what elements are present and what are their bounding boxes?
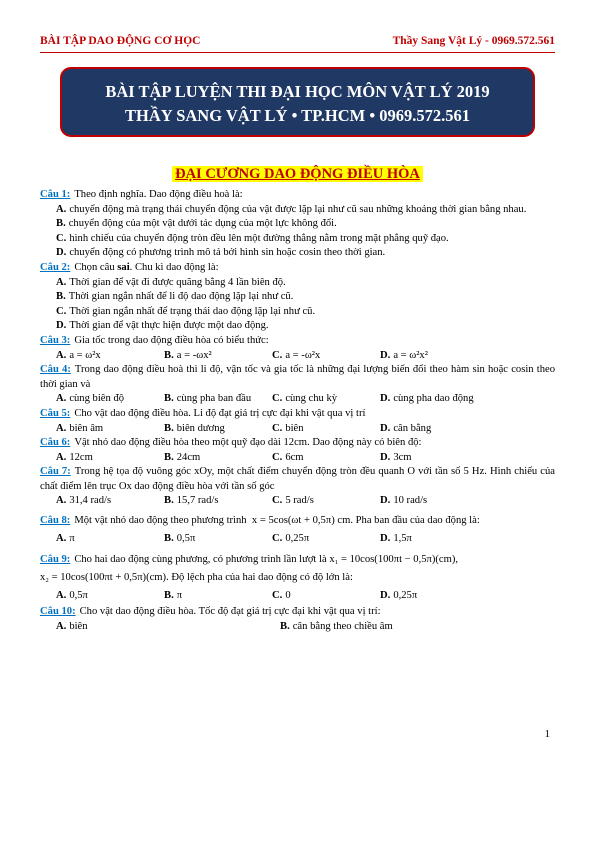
- option-letter: D.: [380, 422, 391, 434]
- equation: x = 5cos(ωt + 0,5π): [251, 515, 335, 527]
- options-row: [40, 494, 555, 509]
- option-text: a = -ω²x: [285, 349, 321, 361]
- option-text: 5 rad/s: [285, 495, 314, 507]
- option: [380, 494, 488, 509]
- option-text: chuyển động có phương trình mô tả bởi hình sin hoặc cosin theo thời gian.: [69, 247, 386, 259]
- option: [40, 232, 555, 247]
- option-text: 0: [285, 590, 291, 602]
- option: [380, 587, 488, 605]
- option-letter: A.: [56, 276, 67, 288]
- option-text: 0,5π: [69, 590, 88, 602]
- option: [56, 422, 164, 437]
- option-text: Thời gian ngắn nhất để li độ dao động lặp lại như cũ.: [68, 291, 294, 303]
- option-text: cân bằng theo chiều âm: [292, 620, 393, 632]
- question-text: Vật nhỏ dao động điều hòa theo một quỹ đạo dài 12cm. Dao động này có biên độ:: [74, 437, 422, 449]
- option-letter: D.: [56, 320, 67, 332]
- options-row: [40, 451, 555, 466]
- option: [380, 349, 488, 364]
- page-header: [40, 33, 555, 53]
- question-number: Câu 6:: [40, 437, 71, 449]
- option-text: biên dương: [176, 422, 225, 434]
- option: [272, 494, 380, 509]
- options-row: [40, 349, 555, 364]
- option-text: 3cm: [393, 451, 412, 463]
- option-letter: B.: [164, 393, 174, 405]
- question-number: Câu 10:: [40, 606, 76, 618]
- question-text: Cho vật dao động điều hòa. Tốc độ đạt giá trị cực đại khi vật qua vị trí:: [79, 606, 381, 618]
- option: [56, 451, 164, 466]
- question: [40, 407, 555, 436]
- option-letter: C.: [272, 495, 283, 507]
- option: [164, 451, 272, 466]
- option: [272, 422, 380, 437]
- option-text: biên: [285, 422, 304, 434]
- question-text-end: cm. Pha ban đầu của dao động là:: [337, 515, 480, 527]
- option-letter: C.: [272, 451, 283, 463]
- option-letter: A.: [56, 451, 67, 463]
- option-text: cùng chu kỳ: [285, 393, 338, 405]
- question: [40, 188, 555, 261]
- option: [40, 305, 555, 320]
- option-text: a = ω²x²: [393, 349, 428, 361]
- banner-line-1: BÀI TẬP LUYỆN THI ĐẠI HỌC MÔN VẬT LÝ 2019: [105, 82, 490, 101]
- question: [40, 334, 555, 363]
- option: [56, 349, 164, 364]
- option-letter: D.: [380, 451, 391, 463]
- option-letter: B.: [164, 590, 174, 602]
- option-text: 0,25π: [393, 590, 418, 602]
- option-text: a = ω²x: [69, 349, 101, 361]
- option: [40, 246, 555, 261]
- question: [40, 436, 555, 465]
- question-text: Trong dao động điều hoà thì li độ, vận tốc và gia tốc là những đại lượng biến đổi theo hàm sin hoặc cosin theo thời gian và: [40, 364, 555, 390]
- option: [380, 392, 488, 407]
- question-text: Một vật nhỏ dao động theo phương trình: [74, 515, 247, 527]
- option: [164, 422, 272, 437]
- option-text: π: [176, 590, 183, 602]
- options-row: [40, 587, 555, 605]
- page-number: 1: [544, 728, 550, 740]
- option-letter: D.: [380, 533, 391, 545]
- option-text: biên: [69, 620, 88, 632]
- option: [56, 392, 164, 407]
- option: [56, 620, 280, 635]
- option: [40, 290, 555, 305]
- option-text: hình chiếu của chuyển động tròn đều lên một đường thẳng nằm trong mặt phẳng quỹ đạo.: [69, 232, 449, 244]
- option-letter: B.: [164, 451, 174, 463]
- option-letter: B.: [280, 620, 290, 632]
- option: [40, 276, 555, 291]
- banner-line-2: THẦY SANG VẬT LÝ • TP.HCM • 0969.572.561: [125, 106, 470, 125]
- option: [272, 530, 380, 548]
- question: [40, 363, 555, 407]
- option-text: 12cm: [69, 451, 93, 463]
- question-number: Câu 2:: [40, 261, 71, 273]
- option-letter: A.: [56, 203, 67, 215]
- option: [164, 392, 272, 407]
- option: [56, 494, 164, 509]
- option: [164, 530, 272, 548]
- option: [164, 349, 272, 364]
- question-text: Theo định nghĩa. Dao động điều hoà là:: [74, 189, 243, 200]
- option-letter: B.: [164, 495, 174, 507]
- title-banner: [60, 67, 535, 137]
- question-emphasis: sai: [117, 261, 130, 273]
- question-list: [40, 188, 555, 634]
- options-row: [40, 530, 555, 548]
- question: [40, 465, 555, 509]
- option-letter: A.: [56, 422, 67, 434]
- question: [40, 605, 555, 634]
- question-number: Câu 7:: [40, 466, 71, 478]
- question-number: Câu 3:: [40, 334, 71, 346]
- option-letter: D.: [380, 590, 391, 602]
- section-title: ĐẠI CƯƠNG DAO ĐỘNG ĐIỀU HÒA: [172, 166, 423, 182]
- option-text: 6cm: [285, 451, 304, 463]
- option-letter: C.: [56, 232, 67, 244]
- equation-2: x₂ = 10cos(100πt + 0,5π)(cm): [40, 572, 167, 584]
- option-letter: A.: [56, 349, 67, 361]
- question-text: Cho hai dao động cùng phương, có phương trình lần lượt là: [74, 554, 327, 566]
- option-text: Thời gian để vật đi được quãng bằng 4 lần biên độ.: [69, 276, 286, 288]
- option-letter: D.: [380, 349, 391, 361]
- option-letter: C.: [272, 590, 283, 602]
- option: [380, 422, 488, 437]
- option-text: 31,4 rad/s: [69, 495, 112, 507]
- option: [40, 217, 555, 232]
- option: [164, 494, 272, 509]
- header-author: Thầy Sang Vật Lý - 0969.572.561: [392, 35, 555, 47]
- option-text: 10 rad/s: [393, 495, 428, 507]
- option-text: 24cm: [176, 451, 201, 463]
- option: [380, 530, 488, 548]
- option-letter: C.: [272, 393, 283, 405]
- question-text-end: . Độ lệch pha của hai dao động có độ lớn là:: [166, 572, 353, 584]
- option-letter: D.: [56, 247, 67, 259]
- option-text: 15,7 rad/s: [176, 495, 219, 507]
- option-text: 0,25π: [285, 533, 310, 545]
- option: [272, 451, 380, 466]
- option-letter: B.: [164, 533, 174, 545]
- option-text: cùng biên độ: [69, 393, 125, 405]
- header-title: BÀI TẬP DAO ĐỘNG CƠ HỌC: [40, 35, 201, 47]
- option-letter: A.: [56, 393, 67, 405]
- question: [40, 261, 555, 334]
- option-text: cùng pha dao động: [393, 393, 474, 405]
- question-number: Câu 5:: [40, 407, 71, 419]
- option-letter: A.: [56, 533, 67, 545]
- option-text: π: [69, 533, 75, 545]
- question-text-end: . Chu kì dao động là:: [129, 261, 219, 273]
- option-letter: D.: [380, 393, 391, 405]
- option-text: 1,5π: [393, 533, 412, 545]
- option-text: biên âm: [69, 422, 104, 434]
- option-letter: A.: [56, 620, 67, 632]
- option-text: cùng pha ban đầu: [176, 393, 252, 405]
- question-number: Câu 4:: [40, 364, 71, 376]
- option-letter: B.: [56, 218, 66, 230]
- option: [56, 530, 164, 548]
- option: [272, 349, 380, 364]
- question: [40, 512, 555, 548]
- option-text: 0,5π: [176, 533, 196, 545]
- option: [380, 451, 488, 466]
- option-text: chuyển động của một vật dưới tác dụng của một lực không đổi.: [68, 218, 337, 230]
- question-number: Câu 1:: [40, 189, 71, 200]
- options-row: [40, 620, 555, 635]
- question: [40, 551, 555, 605]
- option: [56, 587, 164, 605]
- option-letter: C.: [56, 305, 67, 317]
- option-letter: D.: [380, 495, 391, 507]
- option-text: chuyển động mà trạng thái chuyển động của vật được lặp lại như cũ sau những khoảng thời gian bằng nhau.: [69, 203, 527, 215]
- options-row: [40, 422, 555, 437]
- option-letter: B.: [164, 349, 174, 361]
- question-text: Chọn câu: [74, 261, 118, 273]
- question-text: Gia tốc trong dao động điều hòa có biểu thức:: [74, 334, 269, 346]
- question-number: Câu 9:: [40, 554, 71, 566]
- option: [164, 587, 272, 605]
- option-text: Thời gian ngắn nhất để trạng thái dao động lặp lại như cũ.: [69, 305, 316, 317]
- option: [272, 392, 380, 407]
- option-letter: A.: [56, 590, 67, 602]
- option-letter: C.: [272, 349, 283, 361]
- option: [40, 203, 555, 218]
- option: [272, 587, 380, 605]
- option-letter: C.: [272, 533, 283, 545]
- section-title-wrap: [0, 165, 595, 183]
- option-letter: A.: [56, 495, 67, 507]
- option-letter: B.: [164, 422, 174, 434]
- option-text: Thời gian để vật thực hiện được một dao động.: [69, 320, 269, 332]
- option-letter: B.: [56, 291, 66, 303]
- option-text: cân bằng: [393, 422, 432, 434]
- options-row: [40, 392, 555, 407]
- question-text: Cho vật dao động điều hòa. Li độ đạt giá trị cực đại khi vật qua vị trí: [74, 407, 366, 419]
- question-text: Trong hệ tọa độ vuông góc xOy, một chất điểm chuyển động tròn đều quanh O với tần số 5 Hz. Hình chiếu của chất điểm lên trục Ox dao động điều hòa với tần số góc: [40, 466, 555, 492]
- option-text: a = -ωx²: [176, 349, 212, 361]
- option-letter: C.: [272, 422, 283, 434]
- option: [280, 620, 504, 635]
- option: [40, 319, 555, 334]
- question-number: Câu 8:: [40, 515, 71, 527]
- equation-1: x₁ = 10cos(100πt − 0,5π)(cm),: [329, 554, 459, 566]
